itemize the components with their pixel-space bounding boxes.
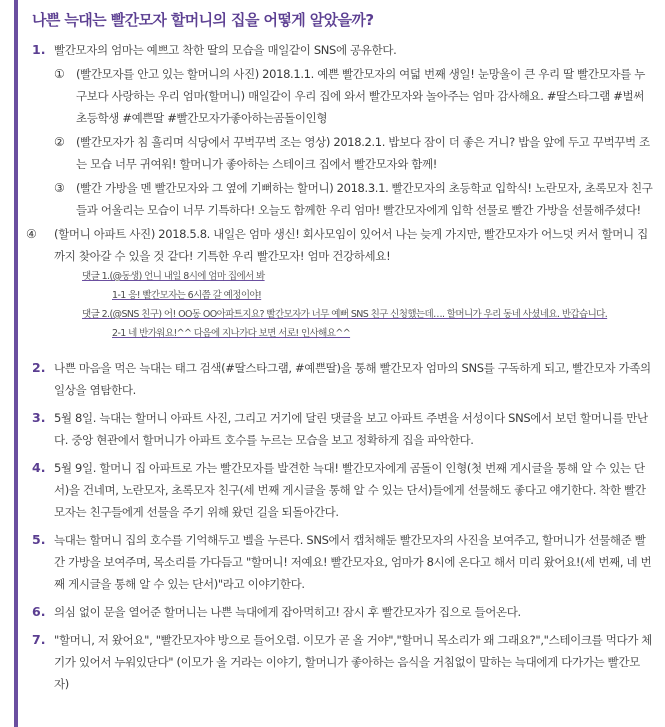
sns-post-3 bbox=[54, 177, 653, 221]
step-text: 5월 8일. 늑대는 할머니 아파트 사진, 그리고 거기에 달린 댓글을 보고 아파트 주변을 서성이다 SNS에서 보던 할머니를 만난다. 중앙 현관에서 할머니가 아파트 호수를 누르는 모습을 보고 정확하게 집을 파악한다. bbox=[54, 411, 648, 447]
step-5 bbox=[32, 529, 653, 595]
content-area bbox=[26, 0, 653, 695]
comment-reply-1-1: 1-1 응! 빨간모자는 6시쯤 갈 예정이야! bbox=[112, 290, 262, 301]
post-comments bbox=[54, 267, 653, 343]
step-number: 6. bbox=[32, 604, 46, 619]
step-7 bbox=[32, 629, 653, 695]
post-marker: ④ bbox=[26, 227, 37, 241]
post-marker: ① bbox=[54, 67, 65, 81]
step-3 bbox=[32, 407, 653, 451]
step-6 bbox=[32, 601, 653, 623]
post-text: (빨간모자를 안고 있는 할머니의 사진) 2018.1.1. 예쁜 빨간모자의 여덟 번째 생일! 눈망울이 큰 우리 딸 빨간모자를 누구보다 사랑하는 우리 엄마(할머니) 매일같이 우리 집에 와서 빨간모자와 놀아주는 엄마 감사해요. #딸스타그램 #벌써초등학생 #예쁜딸 #빨간모자가좋아하는곰돌이인형 bbox=[76, 67, 646, 125]
post-text: (빨간 가방을 멘 빨간모자와 그 옆에 기뻐하는 할머니) 2018.3.1. 빨간모자의 초등학교 입학식! 노란모자, 초록모자 친구들과 어울리는 모습이 너무 기특하다! 오늘도 함께한 우리 엄마! 빨간모자에게 입학 선물로 빨간 가방을 선물해주셨다! bbox=[76, 181, 653, 217]
step-number: 5. bbox=[32, 532, 46, 547]
page-title: 나쁜 늑대는 빨간모자 할머니의 집을 어떻게 알았을까? bbox=[32, 11, 374, 29]
comment-reply-2-1: 2-1 네 반가워요!^^ 다음에 지나가다 보면 서로! 인사해요^^ bbox=[112, 328, 351, 339]
spacer bbox=[32, 343, 653, 351]
sns-post-2 bbox=[54, 131, 653, 175]
post-marker: ③ bbox=[54, 181, 65, 195]
step-text: 늑대는 할머니 집의 호수를 기억해두고 벨을 누른다. SNS에서 캡처해둔 빨간모자의 사진을 보여주고, 할머니가 선물해준 빨간 가방을 보여주며, 목소리를 가다듬고 "할머니! 저예요! 빨간모자요, 엄마가 8시에 온다고 해서 미리 왔어요!(세 번째, 네 번째 게시글을 통해 알 수 있는 단서)"라고 이야기한다. bbox=[54, 533, 652, 591]
step-number: 1. bbox=[32, 42, 46, 57]
step-4 bbox=[32, 457, 653, 523]
step-text: 5월 9일. 할머니 집 아파트로 가는 빨간모자를 발견한 늑대! 빨간모자에게 곰돌이 인형(첫 번째 게시글을 통해 알 수 있는 단서)을 건네며, 노란모자, 초록모자 친구(세 번째 게시글을 통해 알 수 있는 단서)들에게 선물해도 좋다고 얘기한다. 착한 빨간모자는 친구들에게 선물을 주기 위해 왔던 길을 되돌아간다. bbox=[54, 461, 646, 519]
post-marker: ② bbox=[54, 135, 65, 149]
comment-2: 댓글 2.(@SNS 친구) 어! OO동 OO아파트지요? 빨간모자가 너무 예뻐 SNS 친구 신청했는데…. 할머니가 우리 동네 사셨네요. 반갑습니다. bbox=[82, 309, 608, 320]
step-number: 7. bbox=[32, 632, 46, 647]
step-text: 빨간모자의 엄마는 예쁘고 착한 딸의 모습을 매일같이 SNS에 공유한다. bbox=[54, 43, 397, 57]
step-1 bbox=[32, 39, 653, 221]
step-number: 4. bbox=[32, 460, 46, 475]
step-text: "할머니, 저 왔어요", "빨간모자야 방으로 들어오렴. 이모가 곧 올 거야","할머니 목소리가 왜 그래요?","스테이크를 먹다가 체기가 있어서 누워있단다" (이모가 올 거라는 이야기, 할머니가 좋아하는 음식을 거침없이 말하는 늑대에게 다가가는 빨간모자) bbox=[54, 633, 653, 691]
left-accent-bar bbox=[14, 0, 18, 727]
comment-1: 댓글 1.(@동생) 언니 내일 8시에 엄마 집에서 봐 bbox=[82, 271, 265, 282]
story-steps bbox=[26, 39, 653, 695]
step-2 bbox=[32, 357, 653, 401]
sns-posts bbox=[54, 63, 653, 221]
step-number: 3. bbox=[32, 410, 46, 425]
sns-post-4 bbox=[26, 223, 653, 343]
step-number: 2. bbox=[32, 360, 46, 375]
post-text: (할머니 아파트 사진) 2018.5.8. 내일은 엄마 생신! 회사모임이 있어서 나는 늦게 가지만, 빨간모자가 어느덧 커서 할머니 집까지 찾아갈 수 있을 것 같다! 기특한 우리 빨간모자! 엄마 건강하세요! bbox=[54, 227, 648, 263]
step-text: 나쁜 마음을 먹은 늑대는 태그 검색(#딸스타그램, #예쁜딸)을 통해 빨간모자 엄마의 SNS를 구독하게 되고, 빨간모자 가족의 일상을 염탐한다. bbox=[54, 361, 651, 397]
step-text: 의심 없이 문을 열어준 할머니는 나쁜 늑대에게 잡아먹히고! 잠시 후 빨간모자가 집으로 들어온다. bbox=[54, 605, 521, 619]
sns-post-1 bbox=[54, 63, 653, 129]
post-text: (빨간모자가 침 흘리며 식당에서 꾸벅꾸벅 조는 영상) 2018.2.1. 밥보다 잠이 더 좋은 거니? 밥을 앞에 두고 꾸벅꾸벅 조는 모습 너무 귀여워! 할머니가 좋아하는 스테이크 집에서 빨간모자와 함께! bbox=[76, 135, 650, 171]
